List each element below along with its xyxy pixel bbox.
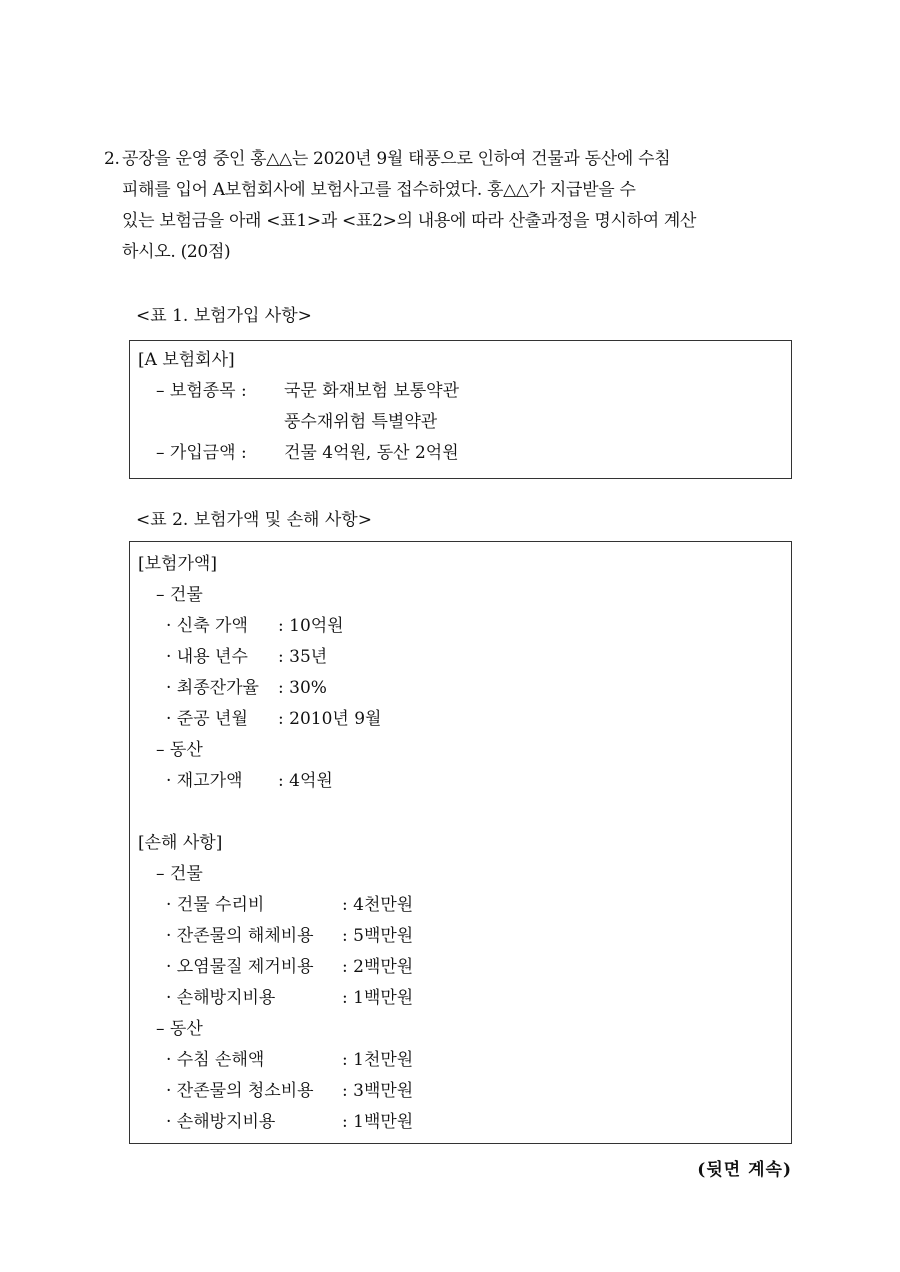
item-value: : 1백만원: [342, 1112, 414, 1132]
item-label: · 손해방지비용: [166, 1112, 276, 1132]
item-label: · 내용 년수: [166, 647, 248, 667]
question-line: 피해를 입어 A보험회사에 보험사고를 접수하였다. 홍△△가 지급받을 수: [122, 180, 636, 200]
movable-heading: – 동산: [156, 740, 203, 760]
item-label: · 잔존물의 청소비용: [166, 1081, 314, 1101]
question-number: 2.: [104, 149, 120, 169]
item-value: : 4천만원: [342, 895, 414, 915]
table2-caption: <표 2. 보험가액 및 손해 사항>: [136, 510, 372, 530]
spacer: [130, 797, 791, 828]
table2-box: [129, 541, 792, 1144]
building-item: [130, 673, 791, 704]
item-value: : 10억원: [278, 616, 344, 636]
loss-movable-item: [130, 1076, 791, 1107]
loss-header: [손해 사항]: [138, 833, 223, 853]
item-label: · 신축 가액: [166, 616, 248, 636]
item-label: · 손해방지비용: [166, 988, 276, 1008]
question-line: 공장을 운영 중인 홍△△는 2020년 9월 태풍으로 인하여 건물과 동산에 수침: [122, 149, 671, 169]
item-value: : 2백만원: [342, 957, 414, 977]
table1-row: [130, 407, 791, 438]
table1-caption: <표 1. 보험가입 사항>: [136, 306, 312, 326]
building-item: [130, 704, 791, 735]
item-value: : 5백만원: [342, 926, 414, 946]
item-label: · 재고가액: [166, 771, 243, 791]
item-value: : 4억원: [278, 771, 333, 791]
item-label: · 최종잔가율: [166, 678, 259, 698]
item-label: · 잔존물의 해체비용: [166, 926, 314, 946]
table1-row-value: 건물 4억원, 동산 2억원: [284, 443, 459, 463]
continued-note: (뒷면 계속): [697, 1160, 792, 1180]
loss-building-item: [130, 890, 791, 921]
loss-movable-heading: – 동산: [156, 1019, 203, 1039]
loss-building-heading: – 건물: [156, 864, 203, 884]
value-header: [보험가액]: [138, 554, 217, 574]
table1-row-value: 국문 화재보험 보통약관: [284, 381, 460, 401]
building-item: [130, 611, 791, 642]
table1-row-label: – 가입금액 :: [156, 443, 247, 463]
table1-row: [130, 438, 791, 469]
loss-building-item: [130, 983, 791, 1014]
item-value: : 1천만원: [342, 1050, 414, 1070]
question-line: 있는 보험금을 아래 <표1>과 <표2>의 내용에 따라 산출과정을 명시하여 계산: [122, 211, 697, 231]
item-label: · 오염물질 제거비용: [166, 957, 314, 977]
item-value: : 1백만원: [342, 988, 414, 1008]
question-block: [104, 144, 804, 268]
table1-row-value: 풍수재위험 특별약관: [284, 412, 438, 432]
item-label: · 수침 손해액: [166, 1050, 265, 1070]
table1-box: [129, 340, 792, 479]
item-label: · 건물 수리비: [166, 895, 265, 915]
loss-building-item: [130, 921, 791, 952]
item-value: : 35년: [278, 647, 328, 667]
building-item: [130, 642, 791, 673]
table1-row: [130, 376, 791, 407]
question-line: 하시오. (20점): [122, 242, 231, 262]
table1-row-label: – 보험종목 :: [156, 381, 247, 401]
item-label: · 준공 년월: [166, 709, 248, 729]
item-value: : 30%: [278, 678, 327, 698]
loss-building-item: [130, 952, 791, 983]
table1-header: [A 보험회사]: [138, 350, 235, 370]
loss-movable-item: [130, 1107, 791, 1138]
loss-movable-item: [130, 1045, 791, 1076]
building-heading: – 건물: [156, 585, 203, 605]
item-value: : 2010년 9월: [278, 709, 382, 729]
item-value: : 3백만원: [342, 1081, 414, 1101]
movable-item: [130, 766, 791, 797]
